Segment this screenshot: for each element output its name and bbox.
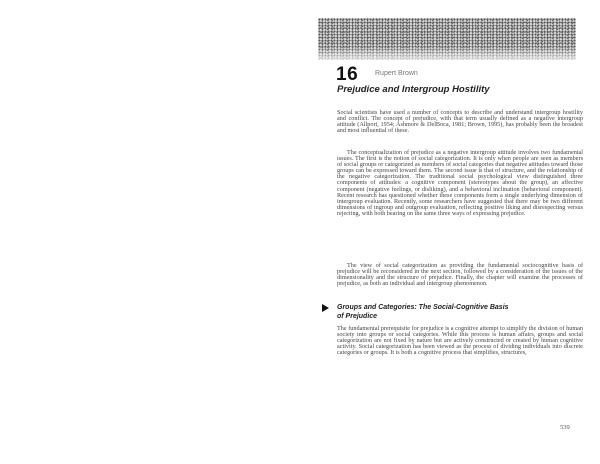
section-arrow-icon [322, 304, 329, 312]
intro-paragraph: Social scientists have used a number of concepts to describe and understand intergroup hostility and conflict. The concept of prejudice, with that term usually defined as a negative intergroup attitude (Allport, 1954; Ashmore & DelBoca, 1981; Brown, 1995), has probably been the broadest and most influential of these. [337, 109, 583, 135]
chapter-title: Prejudice and Intergroup Hostility [337, 84, 490, 95]
section-heading-line: Groups and Categories: The Social-Cognitive Basis [337, 304, 509, 311]
section-paragraph: The fundamental prerequisite for prejudice is a cognitive attempt to simplify the division of human society into groups or social categories. While this process is human affairs, groups and social categorization are not fixed by nature but are actively constructed or created by human cognitive activity. Social categorization has been viewed as the process of dividing individuals into discrete categories or groups. It is both a cognitive process that simplifies, structures, [337, 325, 583, 357]
section-heading [337, 303, 583, 321]
chapter-author: Rupert Brown [375, 70, 418, 77]
body-paragraph: The view of social categorization as providing the fundamental sociocognitive basis of prejudice will be reconsidered in the next section, followed by a consideration of the issues of the dimensionality and the structure of prejudice. Finally, the chapter will examine the processes of prejudice, as both an individual and intergroup phenomenon. [337, 262, 583, 288]
body-paragraph: The conceptualization of prejudice as a negative intergroup attitude involves two fundamental issues. The first is the notion of social categorization. It is only when people are seen as members of social groups or categorized as members of social categories that negative attitudes toward those groups can be expressed toward them. The second issue is that of structure, and the relationship of the negative categorization. The traditional social psychological view distinguished three components of attitudes: a cognitive component (stereotypes about the group), an affective component (negative feelings, or disliking), and a behavioral inclination (behavioral component). Recent research has questioned whether these components form a single underlying dimension of intergroup evaluation. Recently, some researchers have suggested that there may be two different dimensions of ingroup and outgroup evaluation, reflecting positive liking and disrespecting versus rejecting, with both bearing on the same three ways of expressing prejudice. [337, 149, 583, 217]
chapter-header-halftone-image [318, 18, 576, 60]
chapter-number: 16 [336, 64, 359, 85]
page-number: 539 [560, 424, 570, 431]
section-heading-line: of Prejudice [337, 313, 378, 320]
